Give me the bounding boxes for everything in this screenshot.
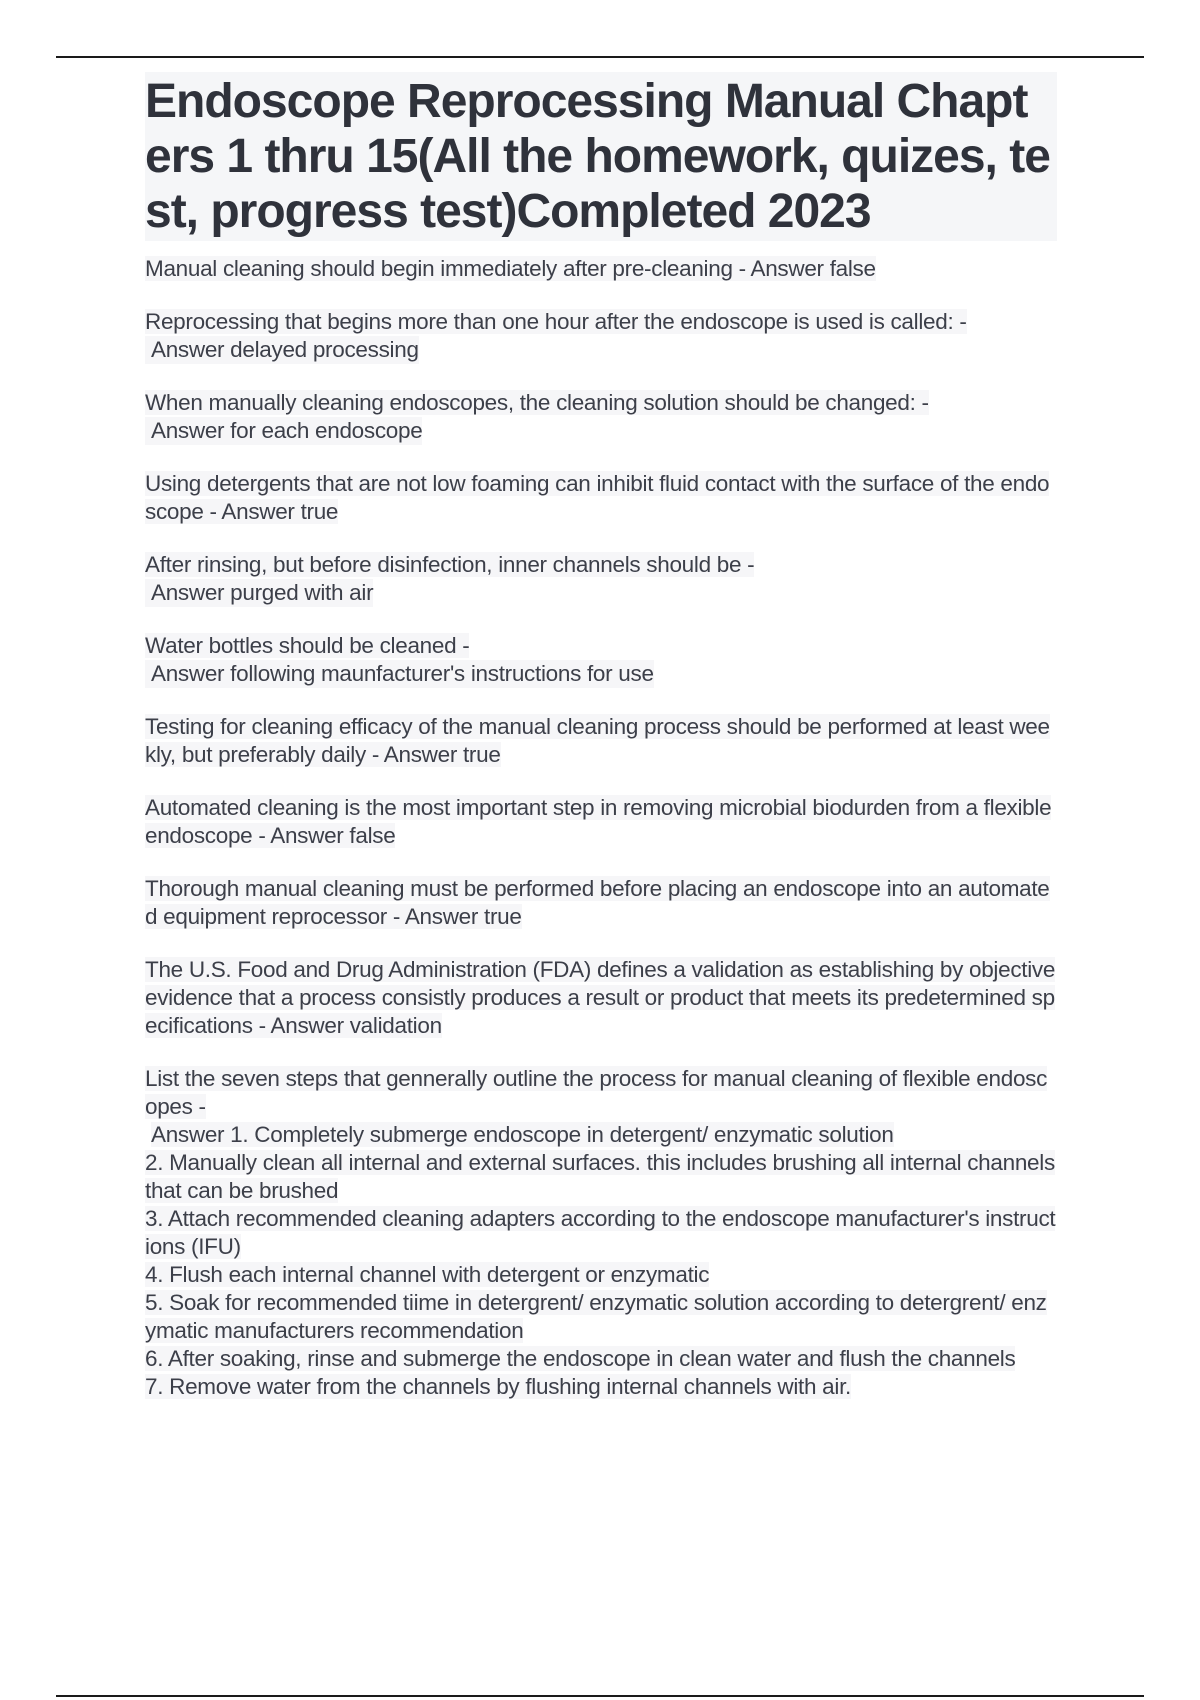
qa-item-3 [145,389,1057,445]
qa-item-6 [145,632,1057,688]
qa-item-5 [145,551,1057,607]
document-title: Endoscope Reprocessing Manual Chapters 1 thru 15(All the homework, quizes, test, progress test)Completed 2023 [145,72,1057,241]
question-text: The U.S. Food and Drug Administration (FDA) defines a validation as establishing by objective evidence that a process consistly produces a result or product that meets its predetermined specifications - Answer validation [145,957,1056,1038]
answer-text: Answer for each endoscope [145,417,422,445]
step-text: 4. Flush each internal channel with detergent or enzymatic [145,1262,710,1287]
answer-text: Answer purged with air [145,579,373,607]
question-text: Water bottles should be cleaned - [145,633,470,658]
step-7 [145,1373,1057,1401]
question-text: Thorough manual cleaning must be performed before placing an endoscope into an automated equipment reprocessor - Answer true [145,876,1050,929]
question-text: Automated cleaning is the most important step in removing microbial biodurden from a flexible endoscope - Answer false [145,795,1052,848]
top-rule [56,56,1144,58]
answer-text: Answer delayed processing [145,336,419,364]
step-1 [145,1121,1057,1149]
step-4 [145,1261,1057,1289]
step-6 [145,1345,1057,1373]
step-3 [145,1205,1057,1261]
step-text: 7. Remove water from the channels by flushing internal channels with air. [145,1374,851,1399]
qa-item-2 [145,308,1057,364]
answer-text: Answer following maunfacturer's instructions for use [145,660,654,688]
step-text: 6. After soaking, rinse and submerge the endoscope in clean water and flush the channels [145,1346,1016,1371]
qa-item-9 [145,875,1057,931]
step-5 [145,1289,1057,1345]
question-text: When manually cleaning endoscopes, the cleaning solution should be changed: - [145,390,929,415]
step-text: 5. Soak for recommended tiime in detergrent/ enzymatic solution according to detergrent/ enzymatic manufacturers recommendation [145,1290,1047,1343]
question-text: Manual cleaning should begin immediately after pre-cleaning - Answer false [145,256,876,281]
qa-item-1 [145,255,1057,283]
question-text: Using detergents that are not low foaming can inhibit fluid contact with the surface of the endoscope - Answer true [145,471,1050,524]
question-text: Reprocessing that begins more than one hour after the endoscope is used is called: - [145,309,967,334]
step-2 [145,1149,1057,1205]
qa-item-8 [145,794,1057,850]
step-text: 3. Attach recommended cleaning adapters according to the endoscope manufacturer's instructions (IFU) [145,1206,1056,1259]
bottom-rule [56,1695,1144,1697]
step-text: 2. Manually clean all internal and external surfaces. this includes brushing all internal channels that can be brushed [145,1150,1055,1203]
qa-item-7 [145,713,1057,769]
question-text: After rinsing, but before disinfection, inner channels should be - [145,552,755,577]
document-body [145,72,1057,1426]
step-text: Answer 1. Completely submerge endoscope in detergent/ enzymatic solution [151,1122,894,1147]
question-text: Testing for cleaning efficacy of the manual cleaning process should be performed at least weekly, but preferably daily - Answer true [145,714,1050,767]
qa-item-10 [145,956,1057,1040]
qa-item-steps [145,1065,1057,1401]
question-text: List the seven steps that gennerally outline the process for manual cleaning of flexible endoscopes - [145,1066,1048,1119]
qa-item-4 [145,470,1057,526]
